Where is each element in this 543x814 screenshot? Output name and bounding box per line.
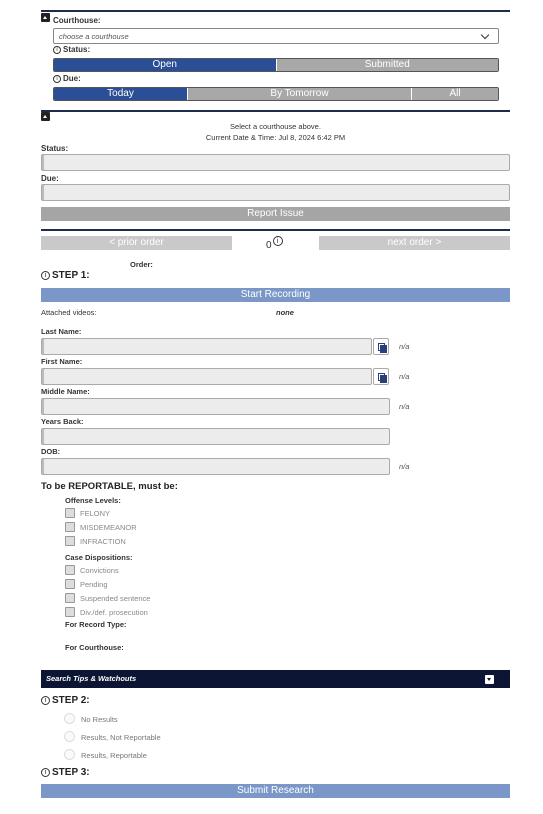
top-divider (41, 10, 510, 12)
prior-order-button[interactable]: < prior order (41, 236, 232, 250)
case-dispositions-label: Case Dispositions: (65, 553, 133, 562)
order-label: Order: (130, 260, 153, 269)
misdemeanor-label: MISDEMEANOR (80, 523, 137, 532)
middle-name-result: n/a (399, 402, 410, 411)
infraction-checkbox[interactable] (65, 536, 75, 546)
misdemeanor-checkbox[interactable] (65, 522, 75, 532)
search-tips-title: Search Tips & Watchouts (46, 674, 137, 683)
due-option-all[interactable]: All (411, 88, 498, 100)
info-icon[interactable]: i (41, 271, 50, 280)
status-filter-label: i Status: (53, 45, 90, 54)
current-datetime: Current Date & Time: Jul 8, 2024 6:42 PM (205, 133, 346, 142)
pending-checkbox[interactable] (65, 579, 75, 589)
next-order-button[interactable]: next order > (319, 236, 510, 250)
status-toggle (53, 58, 499, 72)
for-courthouse-label: For Courthouse: (65, 643, 124, 652)
due-option-tomorrow[interactable]: By Tomorrow (187, 88, 411, 100)
no-results-radio[interactable] (64, 713, 75, 724)
div-def-prosecution-label: Div./def. prosecution (80, 608, 148, 617)
info-icon[interactable]: i (273, 236, 283, 246)
attached-videos-label: Attached videos: (41, 308, 97, 317)
offense-levels-label: Offense Levels: (65, 496, 121, 505)
info-due-label: Due: (41, 174, 59, 183)
results-reportable-label: Results, Reportable (81, 751, 147, 760)
chevron-down-icon (481, 31, 489, 39)
select-courthouse-message: Select a courthouse above. (230, 122, 321, 131)
reportable-title: To be REPORTABLE, must be: (41, 481, 178, 492)
step2-title: i STEP 2: (41, 695, 90, 706)
years-back-input[interactable] (41, 428, 390, 445)
status-option-open[interactable]: Open (54, 59, 276, 71)
collapse-filters-button[interactable] (41, 13, 50, 22)
courthouse-select-value: choose a courthouse (59, 32, 129, 41)
first-name-label: First Name: (41, 357, 83, 366)
dob-input[interactable] (41, 458, 390, 475)
last-name-input[interactable] (41, 338, 372, 355)
info-icon[interactable]: i (41, 696, 50, 705)
div-def-prosecution-checkbox[interactable] (65, 607, 75, 617)
record-type-label: For Record Type: (65, 620, 127, 629)
start-recording-button[interactable]: Start Recording (41, 288, 510, 302)
first-name-result: n/a (399, 372, 410, 381)
step3-title: i STEP 3: (41, 767, 90, 778)
first-name-input[interactable] (41, 368, 372, 385)
pending-label: Pending (80, 580, 108, 589)
dob-result: n/a (399, 462, 410, 471)
info-icon[interactable]: i (53, 46, 61, 54)
felony-label: FELONY (80, 509, 111, 518)
courthouse-select[interactable] (53, 28, 499, 44)
info-icon[interactable]: i (53, 75, 61, 83)
info-status-label: Status: (41, 144, 69, 153)
last-name-label: Last Name: (41, 327, 82, 336)
report-issue-button[interactable]: Report Issue (41, 207, 510, 221)
middle-name-input[interactable] (41, 398, 390, 415)
convictions-checkbox[interactable] (65, 565, 75, 575)
convictions-label: Convictions (80, 566, 119, 575)
suspended-sentence-label: Suspended sentence (80, 594, 151, 603)
order-counter (266, 236, 285, 251)
status-option-submitted[interactable]: Submitted (276, 59, 499, 71)
nav-divider (41, 229, 510, 231)
due-toggle (53, 87, 499, 101)
no-results-label: No Results (81, 715, 118, 724)
infraction-label: INFRACTION (80, 537, 126, 546)
expand-tips-icon[interactable] (485, 675, 494, 684)
copy-last-name-icon[interactable] (373, 338, 389, 355)
results-reportable-radio[interactable] (64, 749, 75, 760)
dob-label: DOB: (41, 447, 61, 456)
attached-videos-value: none (276, 308, 294, 317)
due-option-today[interactable]: Today (54, 88, 187, 100)
info-icon[interactable]: i (41, 768, 50, 777)
courthouse-label: Courthouse: (53, 16, 101, 25)
collapse-info-button[interactable] (41, 112, 50, 121)
info-divider (41, 110, 510, 112)
years-back-label: Years Back: (41, 417, 84, 426)
search-tips-bar[interactable] (41, 670, 510, 688)
info-due-field (41, 184, 510, 201)
results-not-reportable-label: Results, Not Reportable (81, 733, 161, 742)
order-count: 0 (266, 240, 272, 251)
middle-name-label: Middle Name: (41, 387, 90, 396)
info-status-field (41, 154, 510, 171)
copy-first-name-icon[interactable] (373, 368, 389, 385)
submit-research-button[interactable]: Submit Research (41, 784, 510, 798)
step1-title: i STEP 1: (41, 270, 90, 281)
felony-checkbox[interactable] (65, 508, 75, 518)
due-filter-label: i Due: (53, 74, 81, 83)
suspended-sentence-checkbox[interactable] (65, 593, 75, 603)
results-not-reportable-radio[interactable] (64, 731, 75, 742)
last-name-result: n/a (399, 342, 410, 351)
